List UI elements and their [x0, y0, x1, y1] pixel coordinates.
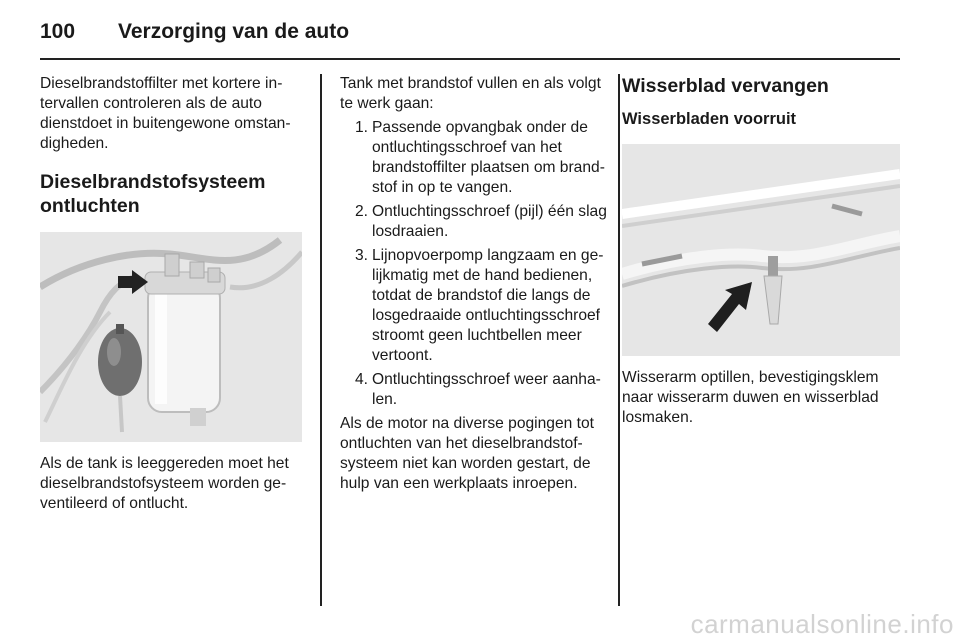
step-number: 4.: [354, 371, 368, 388]
step-number: 2.: [354, 203, 368, 220]
text-line: stroomt geen luchtbellen meer: [372, 327, 582, 344]
step-text: [372, 370, 601, 410]
text-line: len.: [372, 391, 398, 408]
text-line: naar wisserarm duwen en wisserblad: [622, 389, 879, 406]
text-line: te werk gaan:: [340, 95, 434, 112]
text-line: dienstdoet in buitengewone omstan-: [40, 115, 291, 132]
page-title: Verzorging van de auto: [118, 20, 350, 43]
heading-line: Dieselbrandstofsysteem: [40, 171, 266, 193]
column-divider-1: [320, 74, 322, 606]
step-number: 1.: [354, 119, 368, 136]
text-line: Tank met brandstof vullen en als volgt: [340, 75, 601, 92]
column-3: [622, 74, 907, 428]
text-line: brandstoffilter plaatsen om brand-: [372, 159, 605, 176]
step-number: 3.: [354, 247, 368, 264]
header-rule: [40, 58, 900, 60]
text-line: ontluchten van het dieselbrandstof-: [340, 435, 583, 452]
heading-line: ontluchten: [40, 195, 140, 217]
subsection-heading-wiper: Wisserbladen voorruit: [622, 110, 797, 128]
text-line: Ontluchtingsschroef weer aanha-: [372, 371, 601, 388]
text-line: digheden.: [40, 135, 109, 152]
section-heading-bleed: [40, 170, 308, 218]
text-line: totdat de brandstof die langs de: [372, 287, 591, 304]
text-line: ontluchtingsschroef van het: [372, 139, 562, 156]
list-item: [340, 246, 608, 366]
text-line: hulp van een werkplaats inroepen.: [340, 475, 578, 492]
text-line: losmaken.: [622, 409, 694, 426]
wiper-blade-illustration: [622, 144, 900, 356]
text-line: dieselbrandstofsysteem worden ge-: [40, 475, 287, 492]
text-line: Lijnopvoerpomp langzaam en ge-: [372, 247, 604, 264]
text-line: tervallen controleren als de auto: [40, 95, 262, 112]
outro-paragraph: [340, 414, 608, 494]
list-item: [340, 202, 608, 242]
section-heading-wiper: Wisserblad vervangen: [622, 75, 829, 97]
text-line: lijkmatig met de hand bedienen,: [372, 267, 593, 284]
after-illustration-paragraph: [40, 454, 308, 514]
column-1: [40, 74, 308, 514]
text-line: Ontluchtingsschroef (pijl) één slag: [372, 203, 607, 220]
step-text: [372, 118, 605, 198]
page-number: 100: [40, 20, 76, 43]
text-line: systeem niet kan worden gestart, de: [340, 455, 591, 472]
text-line: losdraaien.: [372, 223, 449, 240]
intro-paragraph: [40, 74, 308, 154]
watermark: carmanualsonline.info: [690, 609, 954, 639]
column-2: [340, 74, 608, 494]
text-line: vertoont.: [372, 347, 433, 364]
steps-list: [340, 118, 608, 410]
text-line: Dieselbrandstoffilter met kortere in-: [40, 75, 283, 92]
text-line: Als de tank is leeggereden moet het: [40, 455, 289, 472]
text-line: Passende opvangbak onder de: [372, 119, 588, 136]
column-divider-2: [618, 74, 620, 606]
text-line: ventileerd of ontlucht.: [40, 495, 189, 512]
instructions-intro: [340, 74, 608, 114]
step-text: [372, 246, 603, 366]
list-item: [340, 370, 608, 410]
step-text: [372, 202, 607, 242]
list-item: [340, 118, 608, 198]
page-header: [40, 14, 900, 54]
text-line: stof in op te vangen.: [372, 179, 513, 196]
text-line: losgedraaide ontluchtingsschroef: [372, 307, 600, 324]
text-line: Als de motor na diverse pogingen tot: [340, 415, 594, 432]
text-line: Wisserarm optillen, bevestigingsklem: [622, 369, 879, 386]
wiper-paragraph: [622, 368, 907, 428]
fuel-filter-illustration: [40, 232, 302, 442]
